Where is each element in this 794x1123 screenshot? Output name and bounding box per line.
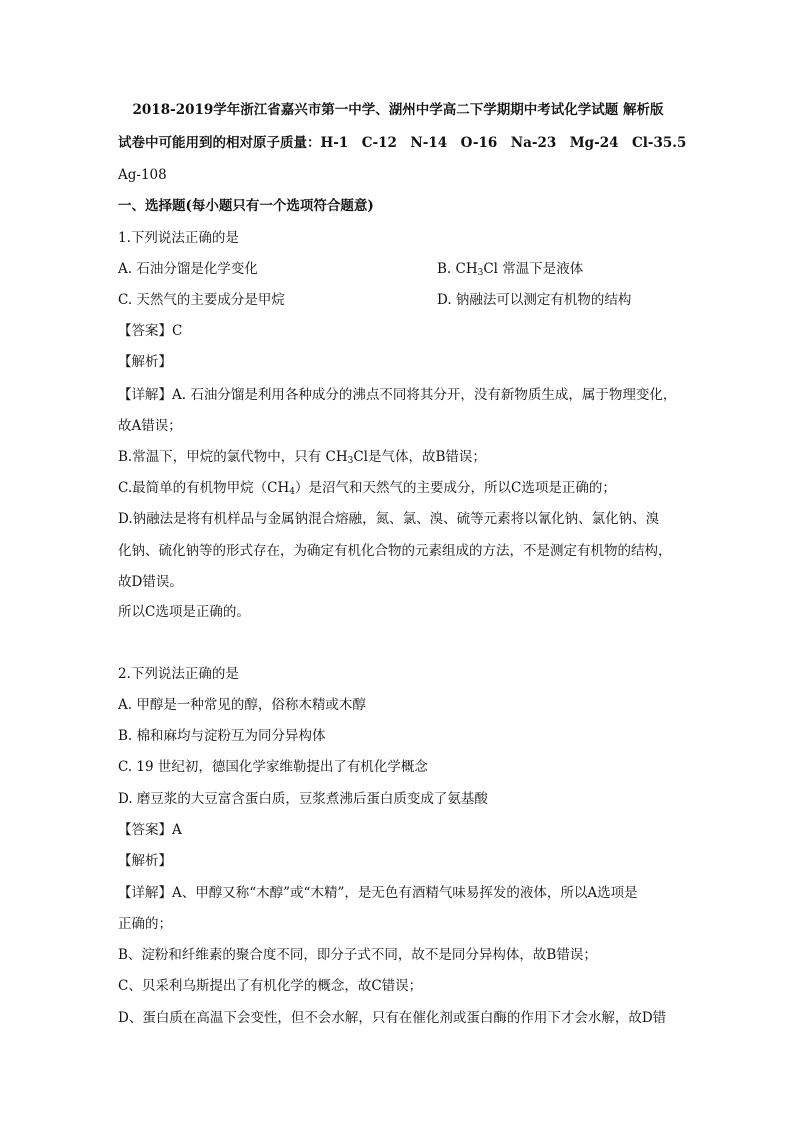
question-1-option-d: D. 钠融法可以测定有机物的结构: [437, 292, 632, 308]
detail-text-cont: ）是沼气和天然气的主要成分，所以C选项是正确的；: [294, 480, 616, 496]
question-2-detail: B、淀粉和纤维素的聚合度不同，即分子式不同，故不是同分异构体，故B错误；: [118, 947, 597, 963]
subscript: 3: [347, 456, 354, 466]
question-1-option-c: C. 天然气的主要成分是甲烷: [118, 292, 285, 308]
subscript: 3: [477, 268, 484, 278]
section-heading: 一、选择题(每小题只有一个选项符合题意): [118, 198, 374, 214]
question-2-option-b: B. 棉和麻均与淀粉互为同分异构体: [118, 728, 326, 744]
question-2-option-c: C. 19 世纪初，德国化学家维勒提出了有机化学概念: [118, 759, 428, 775]
question-1-answer: 【答案】C: [118, 323, 183, 339]
question-2-detail: 正确的；: [118, 916, 172, 932]
question-1-detail: 【详解】A. 石油分馏是利用各种成分的沸点不同将其分开，没有新物质生成，属于物理变化，: [118, 387, 677, 403]
question-1-conclusion: 所以C选项是正确的。: [118, 604, 250, 620]
question-1-detail: 故A错误；: [118, 418, 182, 434]
atomic-mass-line-cont: Ag-108: [118, 167, 167, 183]
document-title: 2018-2019学年浙江省嘉兴市第一中学、湖州中学高二下学期期中考试化学试题 解析版: [132, 102, 664, 118]
subscript: 4: [289, 487, 295, 497]
question-2-detail: 【详解】A、甲醇又称“木醇”或“木精”，是无色有酒精气味易挥发的液体，所以A选项是: [118, 885, 638, 901]
question-1-stem: 1.下列说法正确的是: [118, 230, 239, 246]
question-2-detail: C、贝采利乌斯提出了有机化学的概念，故C错误；: [118, 978, 423, 994]
question-1-option-a: A. 石油分馏是化学变化: [118, 261, 258, 277]
detail-text-cont: Cl是气体，故B错误；: [353, 449, 486, 465]
question-2-analysis-label: 【解析】: [118, 853, 172, 869]
question-1-option-b: [437, 260, 583, 282]
question-1-detail: 故D错误。: [118, 574, 183, 590]
question-2-answer: 【答案】A: [118, 822, 182, 838]
question-1-detail: [118, 479, 616, 501]
question-1-detail: [118, 448, 486, 470]
detail-text: C.最简单的有机物甲烷（CH: [118, 480, 290, 496]
atomic-mass-line: 试卷中可能用到的相对原子质量：H-1 C-12 N-14 O-16 Na-23 Mg-24 Cl-35.5: [118, 135, 687, 151]
question-2-stem: 2.下列说法正确的是: [118, 666, 239, 682]
question-2-option-d: D. 磨豆浆的大豆富含蛋白质，豆浆煮沸后蛋白质变成了氨基酸: [118, 791, 488, 807]
question-1-detail: 化钠、硫化钠等的形式存在，为确定有机化合物的元素组成的方法，不是测定有机物的结构，: [118, 543, 672, 559]
question-2-option-a: A. 甲醇是一种常见的醇，俗称木精或木醇: [118, 697, 366, 713]
option-b-text: B. CH: [437, 261, 478, 277]
question-2-detail: D、蛋白质在高温下会变性，但不会水解，只有在催化剂或蛋白酶的作用下才会水解，故D错: [118, 1010, 667, 1026]
option-b-text-cont: Cl 常温下是液体: [483, 261, 584, 277]
detail-text: B.常温下，甲烷的氯代物中，只有 CH: [118, 449, 348, 465]
question-1-detail: D.钠融法是将有机样品与金属钠混合熔融，氮、氯、溴、硫等元素将以氰化钠、氯化钠、溴: [118, 511, 660, 527]
question-1-analysis-label: 【解析】: [118, 354, 172, 370]
